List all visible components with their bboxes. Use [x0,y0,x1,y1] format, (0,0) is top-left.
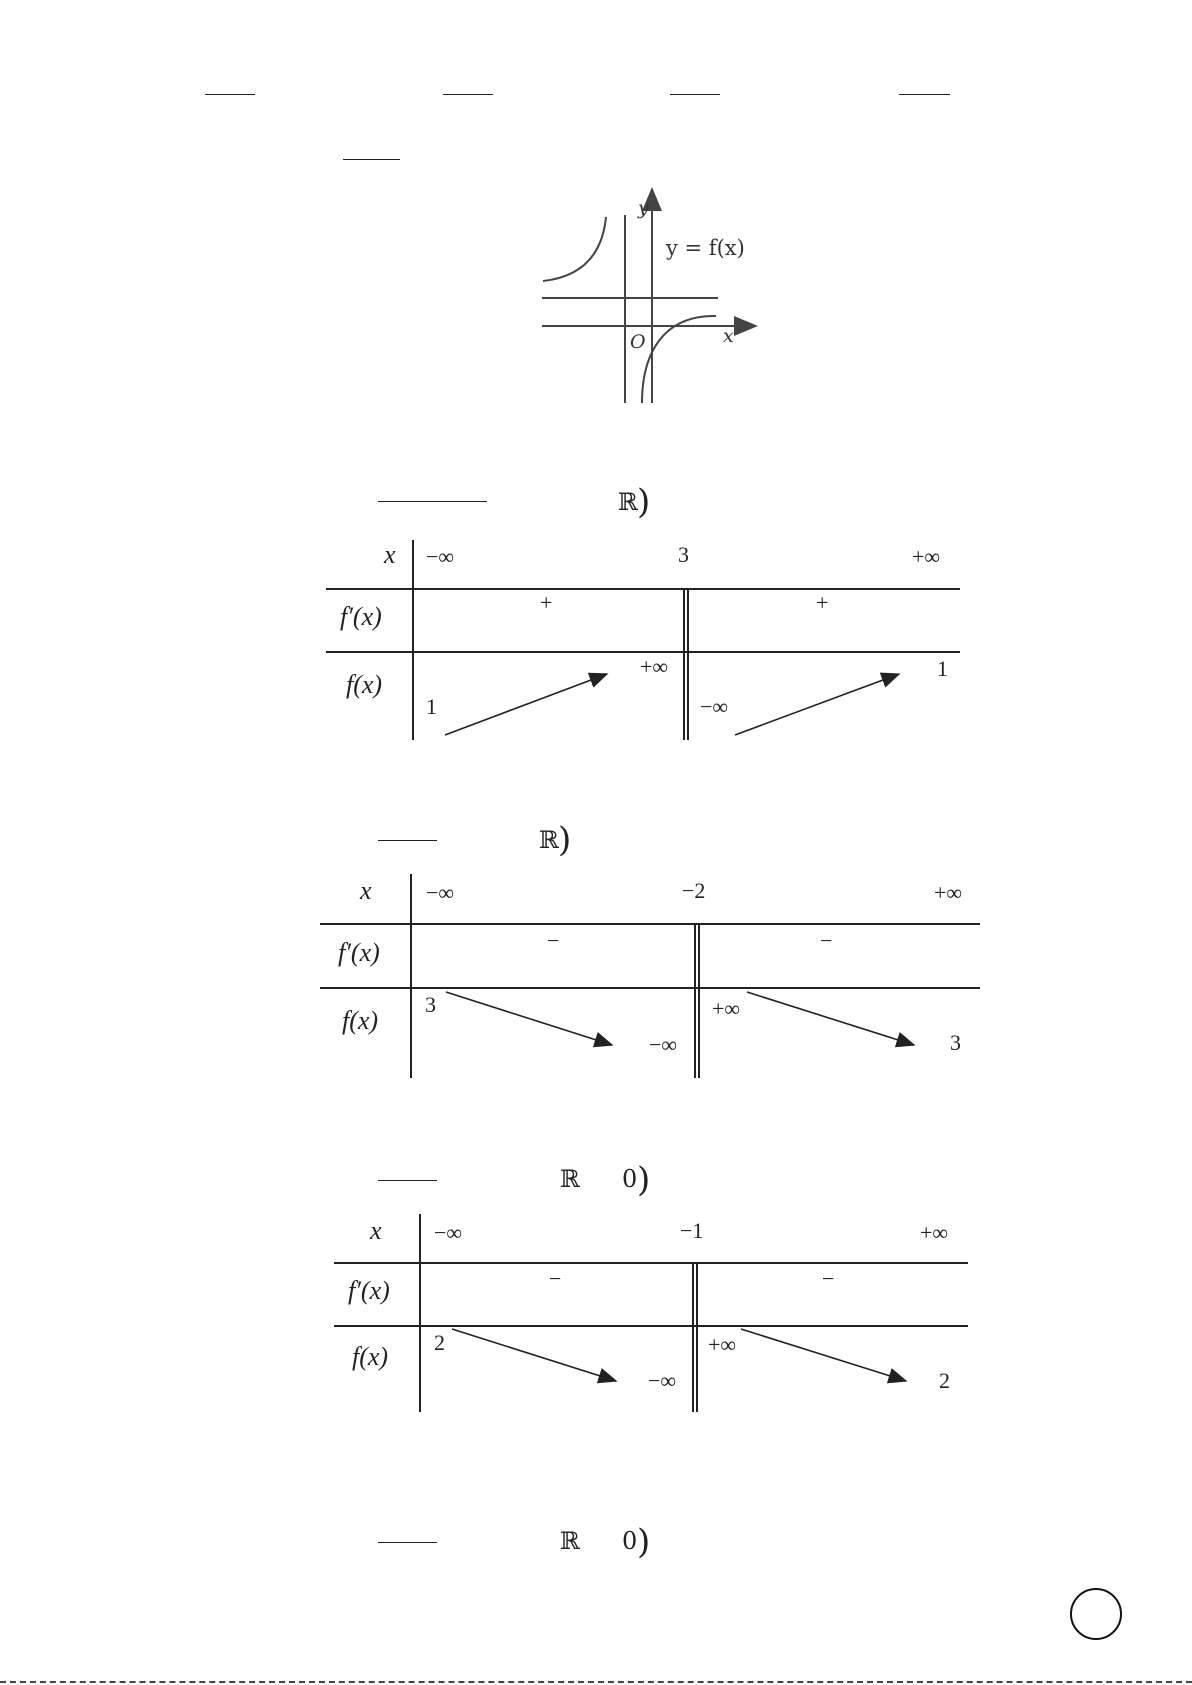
table-b-fp-label: f′(x) [338,938,380,967]
right-branch [642,316,716,403]
table-a-x-left: −∞ [426,544,455,569]
option-d-real-set: ℝ [560,1527,580,1555]
option-a-close-paren: ) [637,482,651,522]
function-label: y = f(x) [666,236,745,260]
table-a-fp-label: f′(x) [340,602,382,631]
table-b-f-left: 3 [425,992,436,1017]
fraction-bar-choice-d [899,94,950,95]
table-c-x-mid: −1 [680,1218,704,1243]
table-a-arrow-right [735,674,899,735]
fraction-bar-question [343,159,400,160]
table-b-arrow-right [747,992,914,1045]
table-a-x-mid: 3 [678,542,689,567]
table-c-x-left: −∞ [434,1220,463,1245]
table-a-arrow-left [445,674,607,735]
table-c-x-label: x [370,1216,382,1245]
table-b-x-mid: −2 [682,878,706,903]
table-c-f-right: 2 [939,1368,950,1393]
table-c-sign-right: − [822,1266,835,1291]
option-d-zero: 0 [622,1527,638,1555]
option-b-real-set: ℝ [539,826,559,854]
table-b-x-label: x [360,876,372,905]
table-b-f-right: 3 [950,1030,961,1055]
table-b-sign-left: − [547,928,560,953]
left-branch [543,217,606,281]
table-b-arrow-left [446,992,612,1045]
option-c-close-paren: ) [637,1160,651,1200]
variation-table-c [334,1214,968,1412]
table-a-f-right: 1 [937,656,948,681]
table-b-f-mid-right: +∞ [712,996,741,1021]
table-a-f-mid-left: +∞ [640,654,669,679]
table-c-x-right: +∞ [920,1220,949,1245]
variation-table-b [320,874,980,1078]
y-axis-label: y [638,197,649,219]
table-a-sign-left: + [540,590,553,615]
table-a-x-right: +∞ [912,544,941,569]
fraction-bar-choice-a [205,94,255,95]
table-a-f-label: f(x) [346,670,383,699]
fraction-bar-choice-c [670,94,720,95]
table-c-arrow-right [741,1329,906,1381]
option-d-fraction-bar [378,1542,437,1543]
table-a-f-mid-right: −∞ [700,694,729,719]
table-b-x-right: +∞ [934,880,963,905]
option-c-real-set: ℝ [560,1165,580,1193]
option-b-fraction-bar [378,840,437,841]
table-b-f-mid-left: −∞ [649,1032,678,1057]
table-b-f-label: f(x) [342,1006,379,1035]
table-c-arrow-left [452,1329,616,1381]
page-number-circle [1070,1588,1122,1640]
function-graph [530,185,760,405]
option-c-fraction-bar [378,1180,437,1181]
option-a-fraction-bar [378,501,487,502]
table-c-f-mid-left: −∞ [648,1368,677,1393]
table-a-sign-right: + [816,590,829,615]
table-a-f-left: 1 [426,694,437,719]
table-b-x-left: −∞ [426,880,455,905]
variation-table-a [326,540,960,740]
table-c-fp-label: f′(x) [348,1276,390,1305]
option-d-close-paren: ) [637,1522,651,1562]
fraction-bar-choice-b [443,94,493,95]
option-a-real-set: ℝ [618,488,638,516]
x-axis-label: x [723,325,734,347]
table-c-f-mid-right: +∞ [708,1332,737,1357]
origin-label: O [630,331,646,353]
table-c-f-label: f(x) [352,1342,389,1371]
table-c-sign-left: − [549,1266,562,1291]
table-b-sign-right: − [820,928,833,953]
page-bottom-rule [0,1681,1192,1683]
table-a-x-label: x [384,540,396,569]
option-c-zero: 0 [622,1165,638,1193]
option-b-close-paren: ) [558,820,572,860]
table-c-f-left: 2 [434,1330,445,1355]
